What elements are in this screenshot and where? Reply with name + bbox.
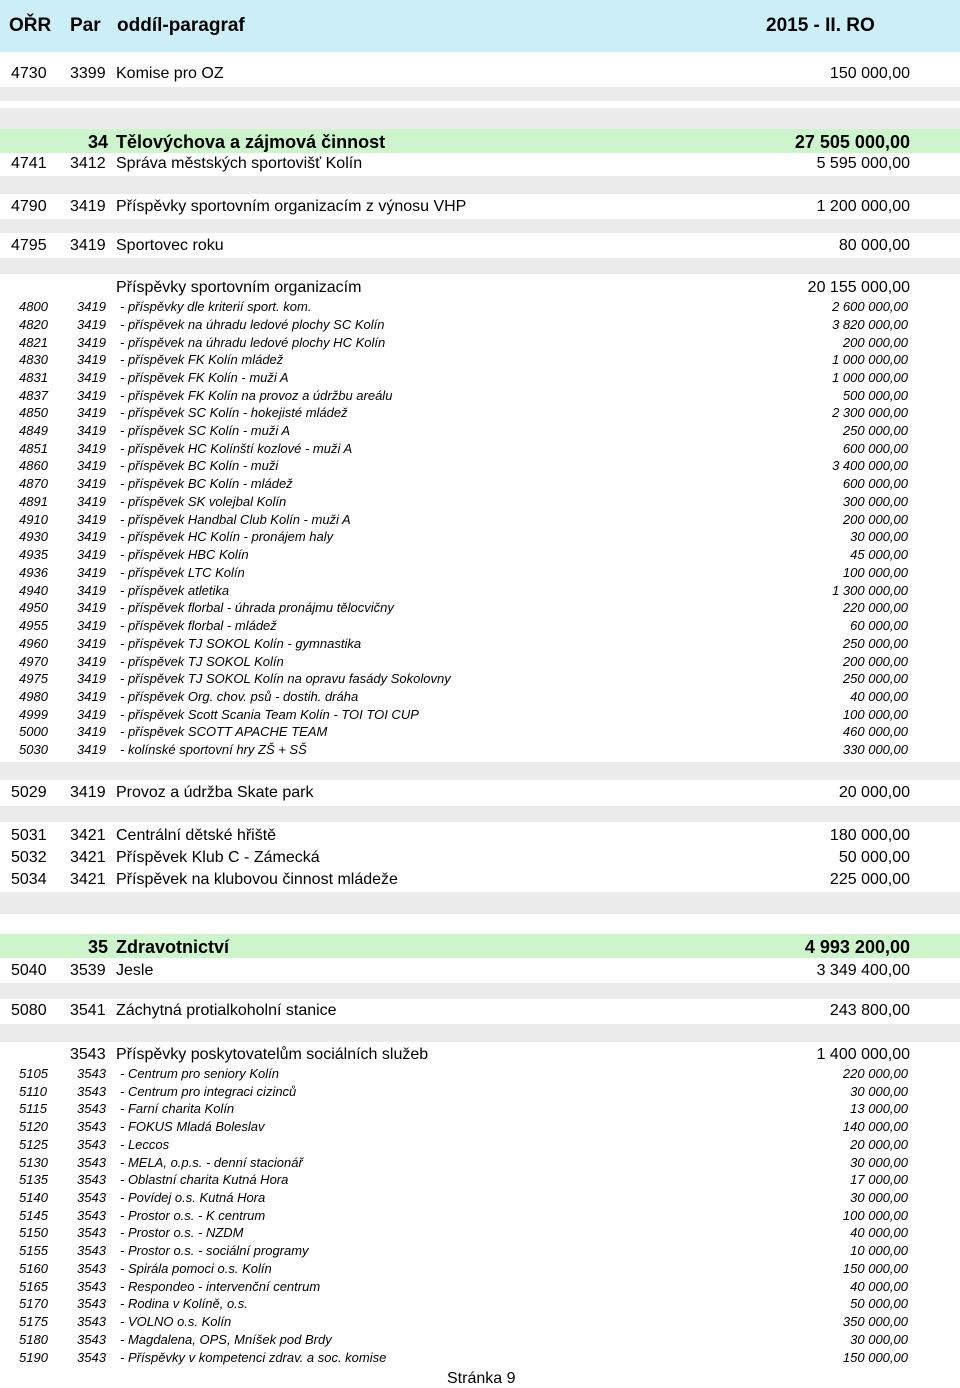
cell-description: Jesle <box>116 962 154 979</box>
cell-par: 3419 <box>77 547 106 562</box>
cell-amount: 1 400 000,00 <box>816 1046 910 1063</box>
table-row <box>0 1172 960 1188</box>
table-row <box>0 317 960 333</box>
cell-description: - Rodina v Kolíně, o.s. <box>120 1296 248 1311</box>
separator-band <box>0 258 960 274</box>
cell-orr: 4891 <box>19 494 48 509</box>
table-row <box>0 154 960 174</box>
cell-description: Tělovýchova a zájmová činnost <box>116 132 386 152</box>
cell-description: - příspěvek BC Kolín - muži <box>120 458 279 473</box>
cell-amount: 50 000,00 <box>850 1296 908 1311</box>
cell-description: - kolínské sportovní hry ZŠ + SŠ <box>120 742 307 757</box>
table-row <box>0 1296 960 1312</box>
table-row <box>0 618 960 634</box>
cell-description: - Prostor o.s. - K centrum <box>120 1208 266 1223</box>
cell-amount: 50 000,00 <box>838 849 910 866</box>
table-row <box>0 1225 960 1241</box>
cell-description: - Oblastní charita Kutná Hora <box>120 1172 289 1187</box>
cell-description: - příspěvek TJ SOKOL Kolín <box>120 654 284 669</box>
table-row <box>0 405 960 421</box>
cell-description: - příspěvek BC Kolín - mládež <box>120 476 293 491</box>
cell-orr: 5105 <box>19 1066 48 1081</box>
cell-orr: 5080 <box>11 1002 47 1019</box>
cell-par: 3419 <box>77 476 106 491</box>
cell-description: - příspěvek Org. chov. psů - dostih. dráha <box>120 689 359 704</box>
section-row <box>0 131 960 153</box>
cell-amount: 600 000,00 <box>842 476 908 491</box>
cell-orr: 5145 <box>19 1208 48 1223</box>
cell-amount: 10 000,00 <box>850 1243 908 1258</box>
cell-par: 3419 <box>77 671 106 686</box>
cell-orr: 4741 <box>11 155 47 172</box>
cell-par: 3419 <box>70 784 106 801</box>
table-row <box>0 512 960 528</box>
table-row <box>0 1190 960 1206</box>
cell-par: 3419 <box>77 654 106 669</box>
cell-par: 3412 <box>70 155 106 172</box>
cell-amount: 150 000,00 <box>842 1261 908 1276</box>
cell-description: Příspěvek Klub C - Zámecká <box>116 849 320 866</box>
table-row <box>0 961 960 981</box>
cell-description: - Povídej o.s. Kutná Hora <box>120 1190 266 1205</box>
cell-orr: 4849 <box>19 423 48 438</box>
cell-orr: 4820 <box>19 317 48 332</box>
cell-amount: 1 300 000,00 <box>832 583 908 598</box>
cell-orr: 4940 <box>19 583 48 598</box>
table-row <box>0 458 960 474</box>
table-row <box>0 565 960 581</box>
cell-description: - Prostor o.s. - NZDM <box>120 1225 244 1240</box>
cell-par: 3419 <box>77 689 106 704</box>
table-row <box>0 197 960 217</box>
cell-amount: 1 000 000,00 <box>832 370 908 385</box>
cell-amount: 20 000,00 <box>850 1137 908 1152</box>
table-row <box>0 441 960 457</box>
cell-orr: 4730 <box>11 65 47 82</box>
cell-amount: 2 300 000,00 <box>832 405 908 420</box>
cell-par: 3419 <box>77 458 106 473</box>
cell-par: 3399 <box>70 65 106 82</box>
cell-description: - příspěvek TJ SOKOL Kolín na opravu fasády Sokolovny <box>120 671 451 686</box>
table-row <box>0 870 960 890</box>
cell-orr: 5029 <box>11 784 47 801</box>
cell-description: - příspěvek na úhradu ledové plochy SC Kolín <box>120 317 385 332</box>
cell-par: 3543 <box>77 1208 106 1223</box>
table-row <box>0 671 960 687</box>
cell-par: 3419 <box>77 317 106 332</box>
cell-orr: 4930 <box>19 529 48 544</box>
cell-amount: 4 993 200,00 <box>804 937 910 957</box>
table-header <box>0 0 960 52</box>
separator-band <box>0 108 960 130</box>
cell-description: - Respondeo - intervenční centrum <box>120 1279 321 1294</box>
cell-par: 3543 <box>77 1225 106 1240</box>
header-col-year: 2015 - II. RO <box>766 15 875 36</box>
cell-par: 3419 <box>77 742 106 757</box>
table-row <box>0 352 960 368</box>
cell-par: 3543 <box>77 1243 106 1258</box>
table-row <box>0 335 960 351</box>
cell-description: - MELA, o.p.s. - denní stacionář <box>120 1155 303 1170</box>
cell-orr: 5130 <box>19 1155 48 1170</box>
table-row <box>0 299 960 315</box>
cell-description: - příspěvek HBC Kolín <box>120 547 249 562</box>
separator-band <box>0 1024 960 1042</box>
cell-orr: 5175 <box>19 1314 48 1329</box>
cell-amount: 60 000,00 <box>850 618 908 633</box>
cell-description: - příspěvek na úhradu ledové plochy HC Kolín <box>120 335 386 350</box>
cell-description: - Spirála pomoci o.s. Kolín <box>120 1261 272 1276</box>
cell-amount: 100 000,00 <box>842 565 908 580</box>
cell-par: 3543 <box>77 1314 106 1329</box>
cell-orr: 4999 <box>19 707 48 722</box>
cell-par: 3543 <box>77 1261 106 1276</box>
cell-amount: 100 000,00 <box>842 1208 908 1223</box>
cell-description: Příspěvek na klubovou činnost mládeže <box>116 871 398 888</box>
cell-description: Sportovec roku <box>116 237 224 254</box>
cell-par: 3543 <box>77 1066 106 1081</box>
cell-par: 3419 <box>77 707 106 722</box>
cell-amount: 200 000,00 <box>842 335 908 350</box>
cell-orr: 5115 <box>19 1101 47 1116</box>
cell-amount: 220 000,00 <box>842 1066 908 1081</box>
cell-description: Centrální dětské hřiště <box>116 827 277 844</box>
cell-amount: 17 000,00 <box>850 1172 908 1187</box>
cell-par: 3419 <box>77 335 106 350</box>
cell-amount: 350 000,00 <box>842 1314 908 1329</box>
cell-amount: 200 000,00 <box>842 512 908 527</box>
cell-par: 3419 <box>77 388 106 403</box>
cell-par: 3543 <box>77 1190 106 1205</box>
cell-description: Příspěvky sportovním organizacím <box>116 279 362 296</box>
cell-par: 3419 <box>77 618 106 633</box>
cell-orr: 5000 <box>19 724 48 739</box>
cell-par: 3543 <box>77 1137 106 1152</box>
cell-par: 3419 <box>77 352 106 367</box>
cell-par: 35 <box>88 937 109 957</box>
section-row <box>0 936 960 958</box>
cell-orr: 5150 <box>19 1225 48 1240</box>
cell-description: - Příspěvky v kompetenci zdrav. a soc. komise <box>120 1350 387 1365</box>
cell-description: - Farní charita Kolín <box>120 1101 235 1116</box>
cell-amount: 3 349 400,00 <box>816 962 910 979</box>
cell-amount: 20 155 000,00 <box>807 279 910 296</box>
cell-orr: 5110 <box>19 1084 47 1099</box>
cell-description: - příspěvek FK Kolín na provoz a údržbu areálu <box>120 388 393 403</box>
cell-amount: 30 000,00 <box>850 1190 908 1205</box>
cell-par: 3419 <box>77 583 106 598</box>
cell-par: 3419 <box>77 512 106 527</box>
cell-description: - příspěvek SC Kolín - muži A <box>120 423 291 438</box>
table-row <box>0 388 960 404</box>
cell-amount: 150 000,00 <box>829 65 910 82</box>
cell-par: 3543 <box>77 1119 106 1134</box>
table-row <box>0 1208 960 1224</box>
cell-amount: 140 000,00 <box>842 1119 908 1134</box>
cell-par: 3541 <box>70 1002 106 1019</box>
cell-par: 34 <box>88 132 109 152</box>
cell-description: - příspěvek Scott Scania Team Kolín - TOI TOI CUP <box>120 707 419 722</box>
table-row <box>0 636 960 652</box>
cell-par: 3419 <box>77 636 106 651</box>
table-row <box>0 742 960 758</box>
cell-orr: 4790 <box>11 198 47 215</box>
cell-description: - příspěvek HC Kolín - pronájem haly <box>120 529 334 544</box>
cell-par: 3419 <box>77 494 106 509</box>
cell-par: 3419 <box>77 565 106 580</box>
cell-description: - příspěvek atletika <box>120 583 230 598</box>
table-row <box>0 1084 960 1100</box>
cell-amount: 1 200 000,00 <box>816 198 910 215</box>
cell-description: - příspěvek FK Kolín mládež <box>120 352 284 367</box>
cell-amount: 250 000,00 <box>842 671 908 686</box>
cell-description: - Centrum pro integraci cizinců <box>120 1084 297 1099</box>
cell-amount: 150 000,00 <box>842 1350 908 1365</box>
cell-amount: 20 000,00 <box>838 784 910 801</box>
cell-orr: 4850 <box>19 405 48 420</box>
cell-orr: 5140 <box>19 1190 48 1205</box>
cell-description: Zdravotnictví <box>116 937 230 957</box>
cell-par: 3543 <box>77 1084 106 1099</box>
cell-orr: 5170 <box>19 1296 48 1311</box>
table-row <box>0 1350 960 1366</box>
cell-description: - příspěvek LTC Kolín <box>120 565 245 580</box>
cell-orr: 4800 <box>19 299 48 314</box>
cell-orr: 5120 <box>19 1119 48 1134</box>
cell-description: - příspěvek SK volejbal Kolín <box>120 494 287 509</box>
cell-orr: 5160 <box>19 1261 48 1276</box>
table-row <box>0 1243 960 1259</box>
cell-amount: 600 000,00 <box>842 441 908 456</box>
cell-orr: 4936 <box>19 565 48 580</box>
cell-description: Komise pro OZ <box>116 65 224 82</box>
cell-amount: 13 000,00 <box>850 1101 908 1116</box>
cell-par: 3543 <box>77 1155 106 1170</box>
cell-amount: 243 800,00 <box>829 1002 910 1019</box>
separator-band <box>0 892 960 914</box>
cell-orr: 4955 <box>19 618 48 633</box>
cell-orr: 4870 <box>19 476 48 491</box>
cell-orr: 5155 <box>19 1243 48 1258</box>
table-row <box>0 529 960 545</box>
cell-par: 3419 <box>77 600 106 615</box>
cell-par: 3543 <box>77 1350 106 1365</box>
page-number: Stránka 9 <box>447 1370 516 1387</box>
separator-band <box>0 176 960 194</box>
cell-amount: 30 000,00 <box>850 1155 908 1170</box>
cell-description: Správa městských sportovišť Kolín <box>116 155 363 172</box>
cell-description: - Prostor o.s. - sociální programy <box>120 1243 309 1258</box>
cell-description: - příspěvek florbal - mládež <box>120 618 277 633</box>
cell-description: - příspěvek FK Kolín - muži A <box>120 370 289 385</box>
cell-par: 3419 <box>77 405 106 420</box>
table-row <box>0 1001 960 1021</box>
table-row <box>0 423 960 439</box>
table-row <box>0 848 960 868</box>
cell-amount: 250 000,00 <box>842 423 908 438</box>
cell-amount: 2 600 000,00 <box>832 299 908 314</box>
cell-orr: 4910 <box>19 512 48 527</box>
cell-description: - příspěvek florbal - úhrada pronájmu tělocvičny <box>120 600 394 615</box>
cell-description: Provoz a údržba Skate park <box>116 784 314 801</box>
cell-description: - Leccos <box>120 1137 170 1152</box>
cell-orr: 5031 <box>11 827 47 844</box>
table-row <box>0 583 960 599</box>
separator-band <box>0 762 960 780</box>
cell-description: - příspěvek SCOTT APACHE TEAM <box>120 724 328 739</box>
table-row <box>0 547 960 563</box>
cell-amount: 300 000,00 <box>842 494 908 509</box>
cell-amount: 40 000,00 <box>850 1225 908 1240</box>
table-row <box>0 476 960 492</box>
cell-amount: 30 000,00 <box>850 529 908 544</box>
cell-par: 3419 <box>70 198 106 215</box>
cell-amount: 1 000 000,00 <box>832 352 908 367</box>
table-row <box>0 654 960 670</box>
cell-description: Záchytná protialkoholní stanice <box>116 1002 337 1019</box>
table-row <box>0 1066 960 1082</box>
cell-par: 3419 <box>77 724 106 739</box>
cell-amount: 250 000,00 <box>842 636 908 651</box>
cell-description: - příspěvek TJ SOKOL Kolín - gymnastika <box>120 636 362 651</box>
cell-orr: 4821 <box>19 335 48 350</box>
cell-par: 3421 <box>70 849 106 866</box>
cell-orr: 5032 <box>11 849 47 866</box>
table-row <box>0 1119 960 1135</box>
header-col-par: Par <box>70 15 101 36</box>
separator-band <box>0 87 960 101</box>
cell-orr: 5180 <box>19 1332 48 1347</box>
cell-par: 3419 <box>77 370 106 385</box>
cell-amount: 100 000,00 <box>842 707 908 722</box>
cell-orr: 4980 <box>19 689 48 704</box>
cell-amount: 460 000,00 <box>842 724 908 739</box>
cell-orr: 5030 <box>19 742 48 757</box>
cell-par: 3539 <box>70 962 106 979</box>
table-row <box>0 370 960 386</box>
cell-amount: 500 000,00 <box>842 388 908 403</box>
cell-amount: 40 000,00 <box>850 689 908 704</box>
cell-orr: 5190 <box>19 1350 48 1365</box>
cell-orr: 4960 <box>19 636 48 651</box>
cell-orr: 4831 <box>19 370 48 385</box>
cell-amount: 40 000,00 <box>850 1279 908 1294</box>
cell-orr: 4970 <box>19 654 48 669</box>
separator-band <box>0 983 960 999</box>
table-row <box>0 278 960 298</box>
cell-description: - příspěvek HC Kolínští kozlové - muži A <box>120 441 353 456</box>
cell-amount: 30 000,00 <box>850 1332 908 1347</box>
table-row <box>0 783 960 803</box>
cell-amount: 80 000,00 <box>838 237 910 254</box>
cell-orr: 4837 <box>19 388 48 403</box>
cell-amount: 200 000,00 <box>842 654 908 669</box>
table-row <box>0 1137 960 1153</box>
table-row <box>0 1155 960 1171</box>
cell-par: 3419 <box>77 299 106 314</box>
separator-band <box>0 219 960 233</box>
cell-par: 3419 <box>77 441 106 456</box>
cell-orr: 4830 <box>19 352 48 367</box>
cell-orr: 5135 <box>19 1172 48 1187</box>
cell-orr: 4860 <box>19 458 48 473</box>
cell-par: 3543 <box>77 1172 106 1187</box>
cell-orr: 4975 <box>19 671 48 686</box>
cell-orr: 5034 <box>11 871 47 888</box>
cell-description: - příspěvek Handbal Club Kolín - muži A <box>120 512 351 527</box>
cell-amount: 5 595 000,00 <box>816 155 910 172</box>
table-row <box>0 1261 960 1277</box>
cell-par: 3419 <box>77 529 106 544</box>
table-row <box>0 236 960 256</box>
cell-orr: 5040 <box>11 962 47 979</box>
cell-amount: 225 000,00 <box>829 871 910 888</box>
cell-description: - příspěvek SC Kolín - hokejisté mládež <box>120 405 348 420</box>
cell-amount: 30 000,00 <box>850 1084 908 1099</box>
separator-band <box>0 806 960 822</box>
table-row <box>0 1279 960 1295</box>
cell-description: - VOLNO o.s. Kolín <box>120 1314 232 1329</box>
table-row <box>0 600 960 616</box>
cell-amount: 180 000,00 <box>829 827 910 844</box>
table-row <box>0 1314 960 1330</box>
table-row <box>0 1332 960 1348</box>
cell-description: - FOKUS Mladá Boleslav <box>120 1119 265 1134</box>
cell-orr: 5165 <box>19 1279 48 1294</box>
cell-orr: 5125 <box>19 1137 48 1152</box>
cell-par: 3543 <box>70 1046 106 1063</box>
cell-orr: 4950 <box>19 600 48 615</box>
cell-par: 3543 <box>77 1101 106 1116</box>
cell-description: Příspěvky poskytovatelům sociálních služeb <box>116 1046 429 1063</box>
cell-description: - příspěvky dle kriterií sport. kom. <box>120 299 312 314</box>
cell-par: 3543 <box>77 1296 106 1311</box>
cell-par: 3419 <box>77 423 106 438</box>
cell-par: 3421 <box>70 827 106 844</box>
cell-par: 3543 <box>77 1279 106 1294</box>
cell-amount: 330 000,00 <box>842 742 908 757</box>
cell-description: - Centrum pro seniory Kolín <box>120 1066 279 1081</box>
cell-description: - Magdalena, OPS, Mníšek pod Brdy <box>120 1332 332 1347</box>
cell-orr: 4795 <box>11 237 47 254</box>
cell-amount: 27 505 000,00 <box>794 132 910 152</box>
table-row <box>0 689 960 705</box>
cell-par: 3543 <box>77 1332 106 1347</box>
table-row <box>0 1101 960 1117</box>
cell-amount: 3 400 000,00 <box>832 458 908 473</box>
cell-description: Příspěvky sportovním organizacím z výnosu VHP <box>116 198 467 215</box>
header-col-oddil: oddíl-paragraf <box>117 15 245 36</box>
cell-par: 3419 <box>70 237 106 254</box>
table-row <box>0 707 960 723</box>
table-row <box>0 494 960 510</box>
header-col-orr: OŘR <box>9 15 52 36</box>
table-row <box>0 724 960 740</box>
cell-amount: 220 000,00 <box>842 600 908 615</box>
cell-amount: 3 820 000,00 <box>832 317 908 332</box>
table-row <box>0 64 960 84</box>
cell-par: 3421 <box>70 871 106 888</box>
cell-amount: 45 000,00 <box>850 547 908 562</box>
table-row <box>0 826 960 846</box>
cell-orr: 4935 <box>19 547 48 562</box>
table-row <box>0 1045 960 1065</box>
cell-orr: 4851 <box>19 441 48 456</box>
